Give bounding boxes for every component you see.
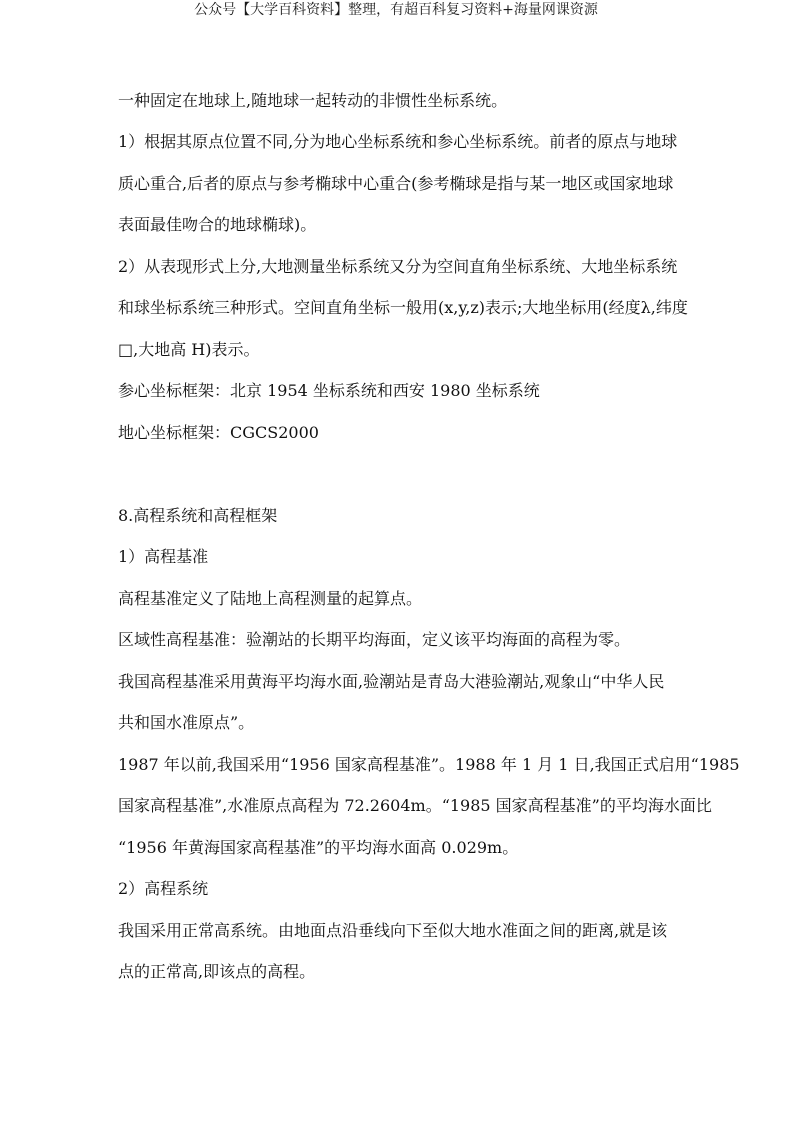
- paragraph-line: 高程基准定义了陆地上高程测量的起算点。: [118, 589, 423, 608]
- paragraph-line: □,大地高 H)表示。: [118, 340, 260, 359]
- paragraph-line: 我国高程基准采用黄海平均海水面,验潮站是青岛大港验潮站,观象山“中华人民: [118, 672, 665, 691]
- paragraph-line: 一种固定在地球上,随地球一起转动的非惯性坐标系统。: [118, 91, 508, 110]
- paragraph-line: 和球坐标系统三种形式。空间直角坐标一般用(x,y,z)表示;大地坐标用(经度λ,纬度: [118, 298, 688, 317]
- paragraph-line: 我国采用正常高系统。由地面点沿垂线向下至似大地水准面之间的距离,就是该: [118, 921, 668, 940]
- subsection-heading: 2）高程系统: [118, 879, 209, 898]
- paragraph-line: 2）从表现形式上分,大地测量坐标系统又分为空间直角坐标系统、大地坐标系统: [118, 257, 678, 276]
- paragraph-line: 共和国水准原点”。: [118, 713, 255, 732]
- paragraph-line: 点的正常高,即该点的高程。: [118, 962, 316, 981]
- paragraph-line: 参心坐标框架：北京 1954 坐标系统和西安 1980 坐标系统: [118, 381, 540, 400]
- paragraph-line: 质心重合,后者的原点与参考椭球中心重合(参考椭球是指与某一地区或国家地球: [118, 174, 674, 193]
- paragraph-line: 表面最佳吻合的地球椭球)。: [118, 215, 317, 234]
- page-header: 公众号【大学百科资料】整理，有超百科复习资料+海量网课资源: [194, 2, 598, 18]
- subsection-heading: 1）高程基准: [118, 547, 209, 566]
- paragraph-line: “1956 年黄海国家高程基准”的平均海水面高 0.029m。: [118, 838, 519, 857]
- paragraph-line: 区域性高程基准：验潮站的长期平均海面，定义该平均海面的高程为零。: [118, 630, 631, 649]
- section-heading: 8.高程系统和高程框架: [118, 506, 278, 525]
- paragraph-line: 国家高程基准”,水准原点高程为 72.2604m。“1985 国家高程基准”的平均海水面比: [118, 796, 712, 815]
- paragraph-line: 1987 年以前,我国采用“1956 国家高程基准”。1988 年 1 月 1 日,我国正式启用“1985: [118, 755, 740, 774]
- paragraph-line: 地心坐标框架：CGCS2000: [118, 423, 319, 442]
- paragraph-line: 1）根据其原点位置不同,分为地心坐标系统和参心坐标系统。前者的原点与地球: [118, 132, 678, 151]
